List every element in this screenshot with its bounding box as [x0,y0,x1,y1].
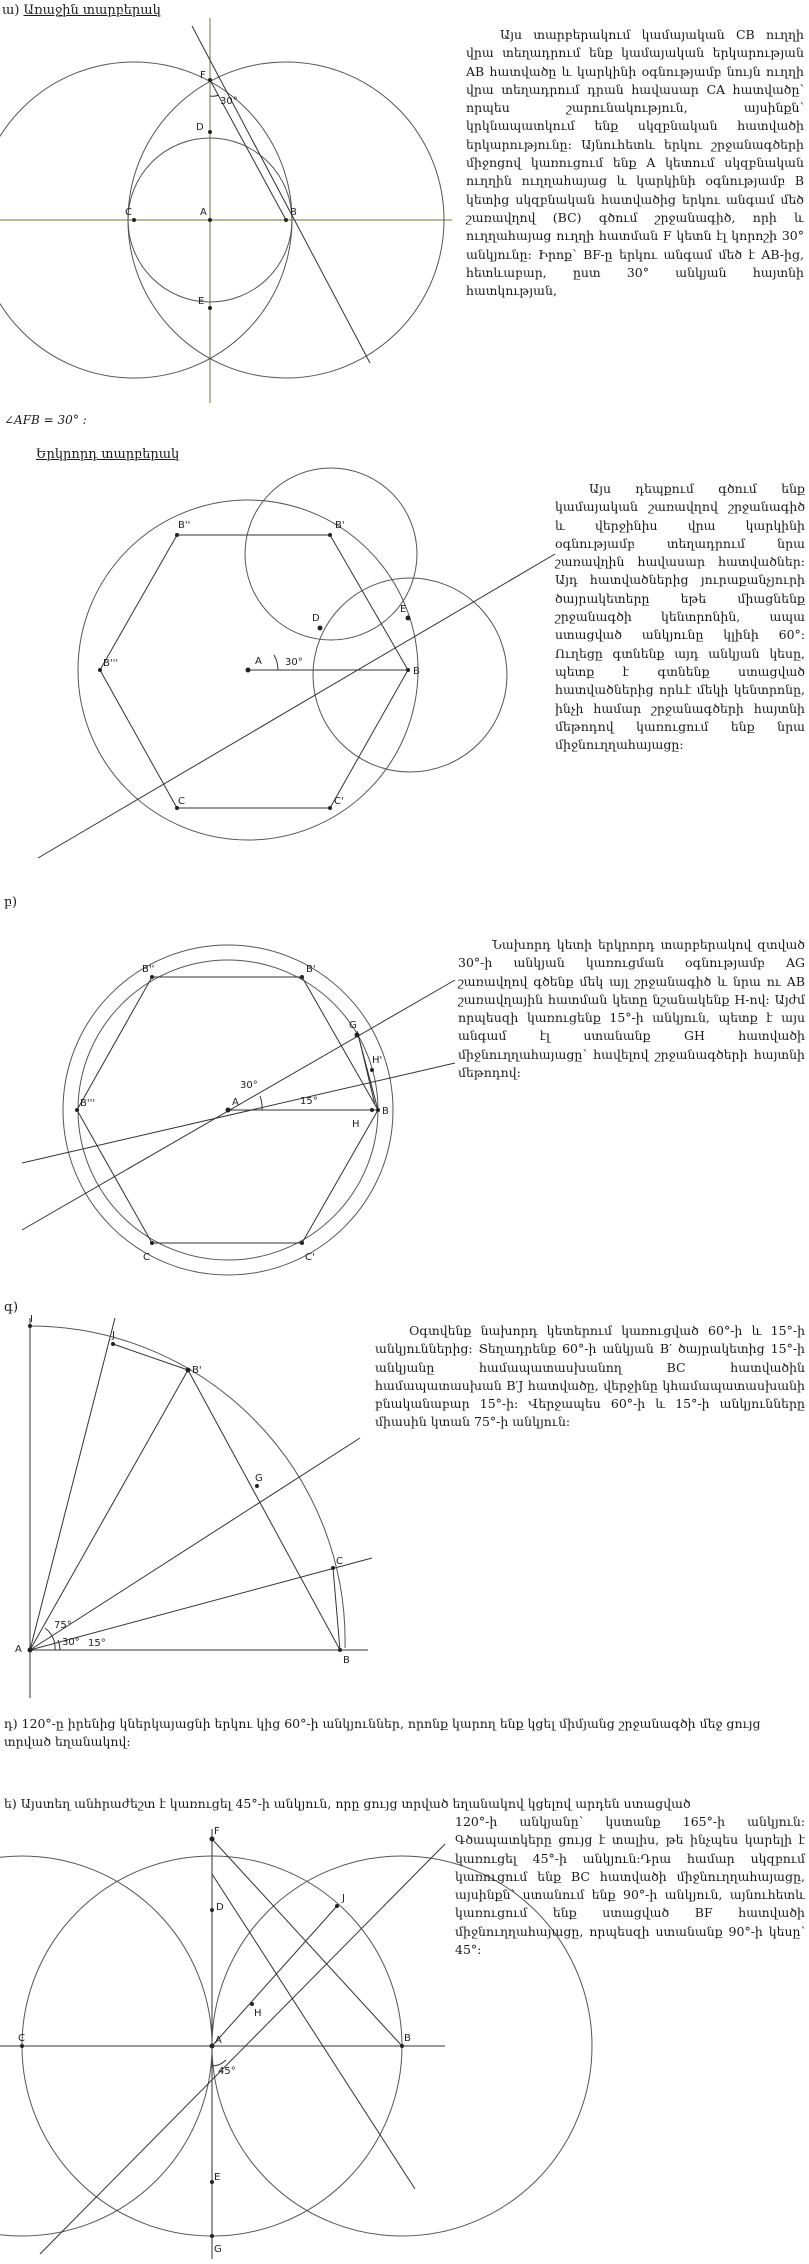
point-a-label: A [215,2035,222,2046]
point-b-label: B [413,666,420,677]
point-d-label: D [216,1902,224,1913]
point-b-label: B [343,1655,350,1666]
point-f-label: F [214,1826,220,1837]
section-e-paragraph: 120°-ի անկյանը՝ կստանք 165°-ի անկյուն: Գծապատկերը ցույց է տալիս, թե ինչպես կարելի է կառուցել 45°-ի անկյուն:Դրա համար սկզբում կառուցում ենք BC հատվածի միջնուղղահայացը, այսինքն՝ ստանում ենք 90°-ի անկյուն, այնուհետև կառուցում ենք ստացված BF հատվածի միջնուղղահայացը, որպեսզի ստանանք 90°-ի կեսը՝ 45°: [455,1814,805,1958]
angle-30-label: 30° [62,1637,80,1648]
figure-first-variant [0,18,460,408]
point-b3-label: B''' [103,658,119,669]
section-a-letter: ա) [2,3,20,18]
point-e-label: E [198,296,205,307]
point-h1-label: H' [372,1055,383,1066]
point-b1-label: B' [192,1365,202,1376]
section-a2-title: Երկրորդ տարբերակ [36,447,180,462]
point-j-label: J [112,1330,115,1341]
point-g-label: G [214,2244,222,2255]
point-a-label: A [255,656,262,667]
point-j-label: J [342,1893,345,1904]
point-a-label: A [200,207,207,218]
point-c-label: C [18,2033,25,2044]
point-i-label: I [30,1314,33,1325]
point-b1-label: B' [335,520,345,531]
point-b-label: B [404,2033,411,2044]
point-e-label: E [400,604,407,615]
point-c-label: C [336,1556,343,1567]
section-d-text: դ) 120°-ը իրենից կներկայացնի երկու կից 60°-ի անկյուններ, որոնք կարող ենք կցել միմյանց շրջանագծի մեջ ցույց տրված եղանակով: [4,1716,761,1750]
point-d-label: D [312,613,320,624]
section-a2-paragraph: Այս դեպքում գծում ենք կամայական շառավղով շրջանագիծ և վերջինիս վրա կարկինի օգնությամբ տեղադրում նրա շառավղին հավասար հատվածներ: Այդ հատվածներից յուրաքանչյուրի ծայրակետերը եթե միացնենք շրջանագծի կենտրոնին, ապա ստացված անկյունը կլինի 60°: Ուղեցը գտնենք այդ անկյան կեսը, պետք է գտնենք ստացված հատվածներից որևէ մեկի կենտրոնը, ինչի համար շրջանագծերի հայտնի մեթոդով կառուցում ենք նրա միջնուղղահայացը: [555,481,805,753]
section-b-paragraph: Նախորդ կետի երկրորդ տարբերակով զտված 30°-ի անկյան կառուցման օգնությամբ AG շառավղով գծենք մեկ այլ շրջանագիծ և նրա ու AB շառավղային հատման կետը նշանակենք H-ով: Այժմ որպեսզի կառուցենք 15°-ի անկյուն, պետք է այս անգամ էլ ստանանք GH հատվածի միջնուղղահայացը՝ հավելով շրջանագծերի հայտնի մեթոդով: [458,937,805,1081]
figure-forty-five-degrees [0,1814,450,2264]
section-c-letter: գ) [4,1300,19,1315]
point-b1-label: B' [306,964,316,975]
point-h-label: H [254,2008,262,2019]
section-a-heading [2,3,161,18]
angle-15-label: 15° [300,1096,318,1107]
section-a-paragraph: Այս տարբերակում կամայական CB ուղղի վրա տեղադրում ենք կամայական երկարության AB հատվածը և կարկինի օգնությամբ նույն ուղղի վրա տեղադրում դրան հավասար CA հատվածը՝ որպես շարունակություն, այսինքն՝ կրկնապատկում ենք սկզբնական հատվածի երկարությունը: Այնուհետև երկու շրջանագծերի միջոցով կառուցում ենք A կետում սկզբնական ուղղին ուղղահայաց և կարկինի օգնությամբ B կետից սկզբնական հատվածից երկու անգամ մեծ շառավղով (BC) գծում շրջանագիծ, որի և ուղղահայաց ուղղի հատման F կետն էլ կորոշի 30° անկյունը: Իրոք՝ BF-ը երկու անգամ մեծ է AB-ից, հետևաբար, ըստ 30° անկյան հայտնի հատկության, [466,27,804,299]
figure-fifteen-degrees [0,930,460,1300]
point-a-label: A [232,1097,239,1108]
point-c-label: C [125,207,132,218]
angle-45-label: 45° [218,2066,236,2077]
figure-seventy-five-degrees [0,1314,380,1718]
section-c-paragraph: Օգտվենք նախորդ կետերում կառուցված 60°-ի և 15°-ի անկյուններից: Տեղադրենք 60°-ի անկյան B′ ծայրակետից 15°-ի անկյանը համապատասխանող BC հատվածին համապատասխան B′J հատվածը, վերջինը կհամապատասխանի բնականաբար 15°-ի: Վերջապես 60°-ի և 15°-ի անկյունները միասին կտան 75°-ի անկյուն: [375,1323,805,1430]
section-e-heading: ե) Այստեղ անհրաժեշտ է կառուցել 45°-ի անկյուն, որը ցույց տրված եղանակով կցելով արդեն ստացված [4,1796,691,1811]
formula-afb: ∠AFB = 30° : [4,413,87,427]
section-a-title: Առաջին տարբերակ [23,3,161,18]
point-e-label: E [214,2172,221,2183]
angle-30-label: 30° [220,96,238,107]
point-f-label: F [200,70,206,81]
angle-75-label: 75° [54,1620,72,1631]
figure-second-variant [0,470,560,890]
angle-30-label: 30° [285,657,303,668]
point-d-label: D [196,122,204,133]
angle-15-label: 15° [88,1638,106,1649]
point-c1-label: C' [334,796,344,807]
point-h-label: H [352,1119,360,1130]
point-g-label: G [255,1473,263,1484]
angle-30-label: 30° [240,1080,258,1091]
point-a-label: A [15,1644,22,1655]
point-g-label: G [349,1020,357,1031]
point-c-label: C [143,1252,150,1263]
point-b2-label: B'' [142,964,155,975]
section-b-letter: բ) [4,895,18,910]
point-b-label: B [290,207,297,218]
point-c1-label: C' [305,1252,315,1263]
point-c-label: C [178,796,185,807]
point-b-label: B [382,1106,389,1117]
point-b3-label: B''' [80,1098,96,1109]
point-b2-label: B'' [178,520,191,531]
